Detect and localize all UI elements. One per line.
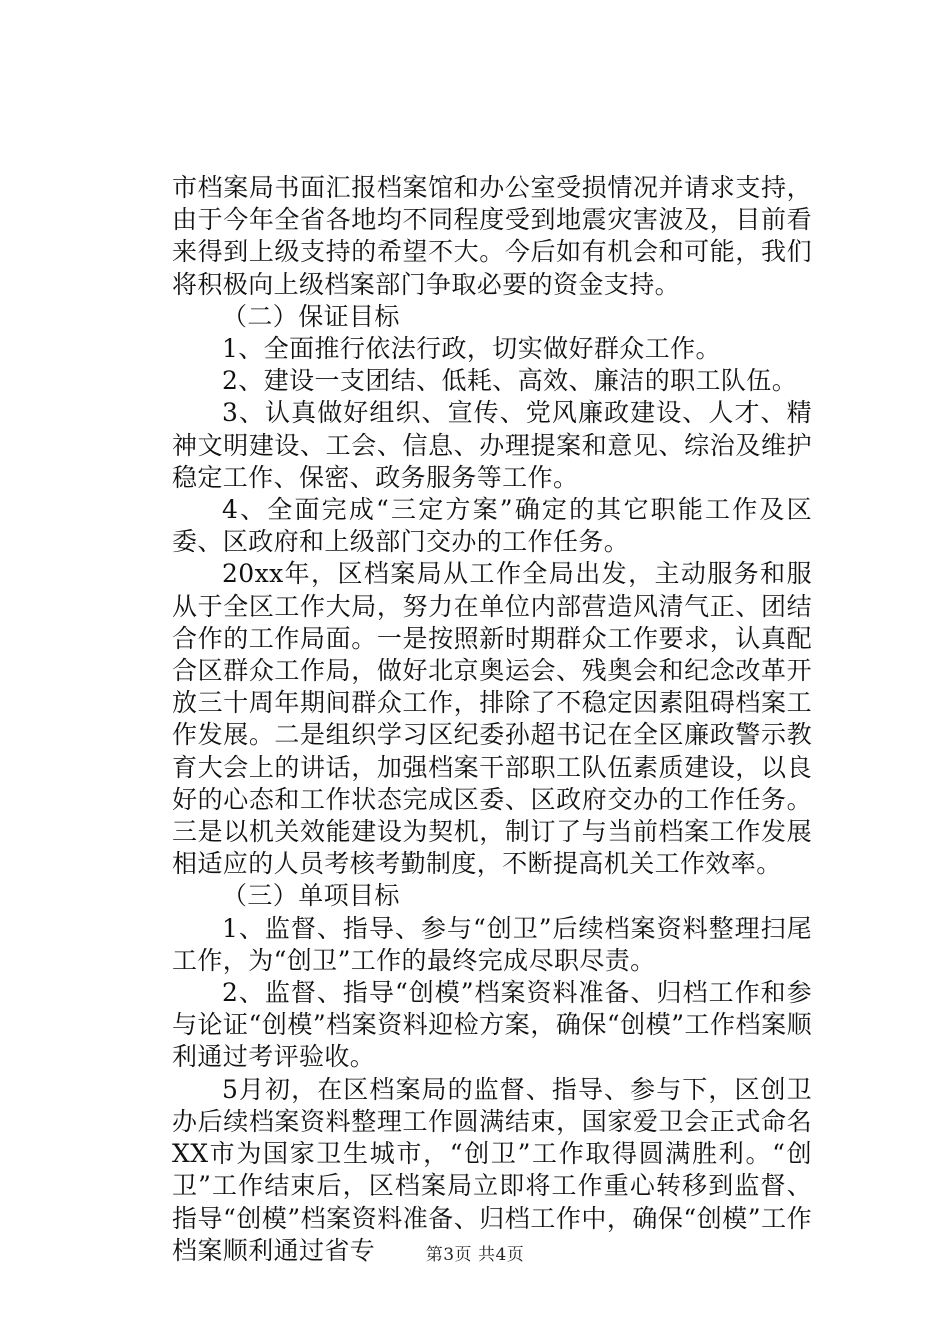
paragraph-item-4: 4、全面完成“三定方案”确定的其它职能工作及区委、区政府和上级部门交办的工作任务。: [172, 495, 812, 557]
page-number-footer: 第3页 共4页: [425, 1245, 525, 1265]
document-body: [172, 172, 812, 1267]
paragraph-annual-summary: 20xx年，区档案局从工作全局出发，主动服务和服从于全区工作大局，努力在单位内部营造风清气正、团结合作的工作局面。一是按照新时期群众工作要求，认真配合区群众工作局，做好北京奥运会、残奥会和纪念改革开放三十周年期间群众工作，排除了不稳定因素阻碍档案工作发展。二是组织学习区纪委孙超书记在全区廉政警示教育大会上的讲话，加强档案干部职工队伍素质建设，以良好的心态和工作状态完成区委、区政府交办的工作任务。三是以机关效能建设为契机，制订了与当前档案工作发展相适应的人员考核考勤制度，不断提高机关工作效率。: [172, 559, 812, 879]
section-heading-single-goals: （三）单项目标: [222, 881, 400, 911]
paragraph-item-2: 2、建设一支团结、低耗、高效、廉洁的职工队伍。: [222, 366, 798, 396]
paragraph-item-1: 1、全面推行依法行政，切实做好群众工作。: [222, 334, 721, 364]
paragraph-item-3: 3、认真做好组织、宣传、党风廉政建设、人才、精神文明建设、工会、信息、办理提案和意见、综治及维护稳定工作、保密、政务服务等工作。: [172, 398, 812, 492]
section-heading-guarantee-goals: （二）保证目标: [222, 301, 400, 331]
paragraph-single-item-1: 1、监督、指导、参与“创卫”后续档案资料整理扫尾工作，为“创卫”工作的最终完成尽职尽责。: [172, 913, 812, 975]
paragraph-continuation: 市档案局书面汇报档案馆和办公室受损情况并请求支持，由于今年全省各地均不同程度受到地震灾害波及，目前看来得到上级支持的希望不大。今后如有机会和可能，我们将积极向上级档案部门争取必要的资金支持。: [172, 173, 812, 299]
paragraph-may-summary: 5月初，在区档案局的监督、指导、参与下，区创卫办后续档案资料整理工作圆满结束，国家爱卫会正式命名XX市为国家卫生城市，“创卫”工作取得圆满胜利。“创卫”工作结束后，区档案局立即将工作重心转移到监督、指导“创模”档案资料准备、归档工作中，确保“创模”工作档案顺利通过省专: [172, 1074, 812, 1265]
paragraph-single-item-2: 2、监督、指导“创模”档案资料准备、归档工作和参与论证“创模”档案资料迎检方案，确保“创模”工作档案顺利通过考评验收。: [172, 978, 812, 1072]
